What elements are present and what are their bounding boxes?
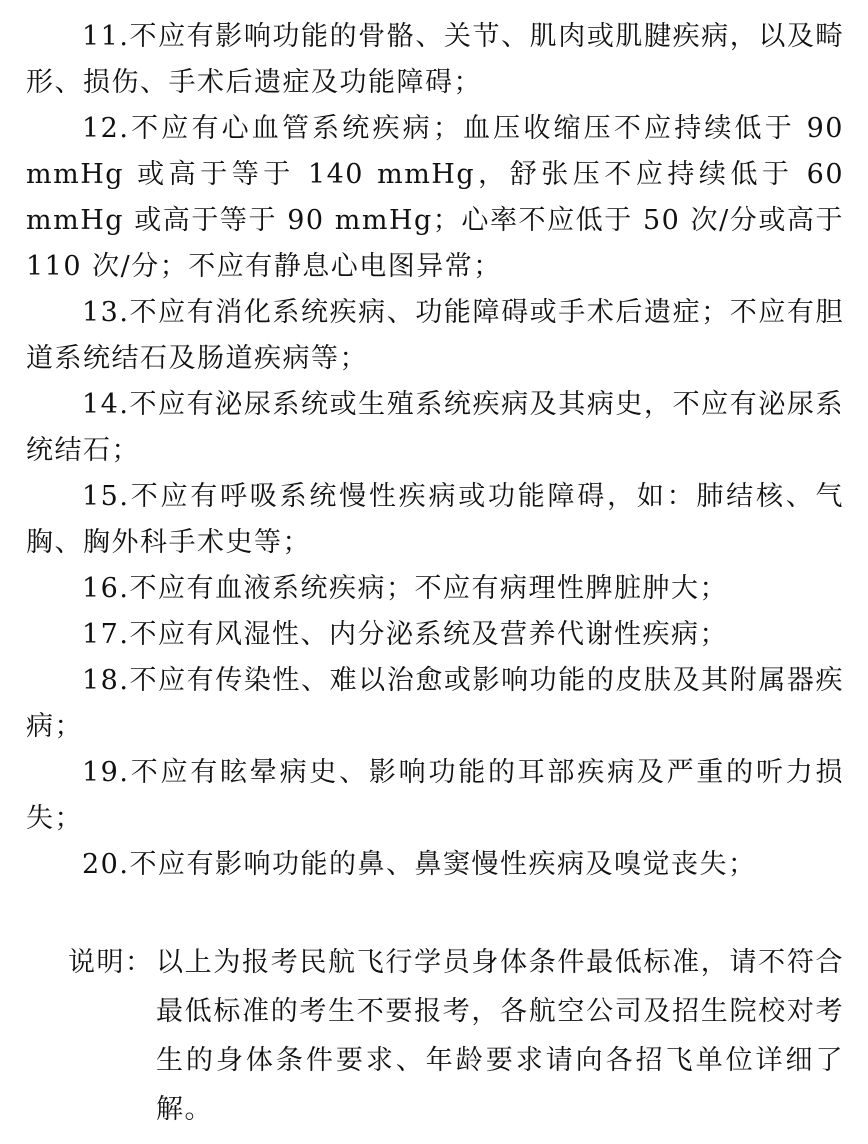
requirement-item-13: 13.不应有消化系统疾病、功能障碍或手术后遗症；不应有胆道系统结石及肠道疾病等； <box>26 297 844 374</box>
requirement-item-12: 12.不应有心血管系统疾病；血压收缩压不应持续低于 90 mmHg 或高于等于 140 mmHg，舒张压不应持续低于 60 mmHg 或高于等于 90 mmHg；心率不应低于 50 次/分或高于 110 次/分；不应有静息心电图异常； <box>26 113 844 282</box>
requirement-item-17: 17.不应有风湿性、内分泌系统及营养代谢性疾病； <box>82 619 728 650</box>
requirement-item-11: 11.不应有影响功能的骨骼、关节、肌肉或肌腱疾病，以及畸形、损伤、手术后遗症及功能障碍； <box>26 21 844 98</box>
explanation-note <box>68 938 844 1134</box>
requirement-item-19: 19.不应有眩晕病史、影响功能的耳部疾病及严重的听力损失； <box>26 757 844 834</box>
note-text: 以上为报考民航飞行学员身体条件最低标准，请不符合最低标准的考生不要报考，各航空公司及招生院校对考生的身体条件要求、年龄要求请向各招飞单位详细了解。 <box>156 947 844 1125</box>
requirement-item-20: 20.不应有影响功能的鼻、鼻窦慢性疾病及嗅觉丧失； <box>82 849 757 880</box>
requirements-list <box>26 14 844 888</box>
requirement-item-14: 14.不应有泌尿系统或生殖系统疾病及其病史，不应有泌尿系统结石； <box>26 389 844 466</box>
requirement-item-18: 18.不应有传染性、难以治愈或影响功能的皮肤及其附属器疾病； <box>26 665 844 742</box>
note-label: 说明： <box>68 947 154 978</box>
requirement-item-15: 15.不应有呼吸系统慢性疾病或功能障碍，如：肺结核、气胸、胸外科手术史等； <box>26 481 844 558</box>
requirement-item-16: 16.不应有血液系统疾病；不应有病理性脾脏肿大； <box>82 573 728 604</box>
